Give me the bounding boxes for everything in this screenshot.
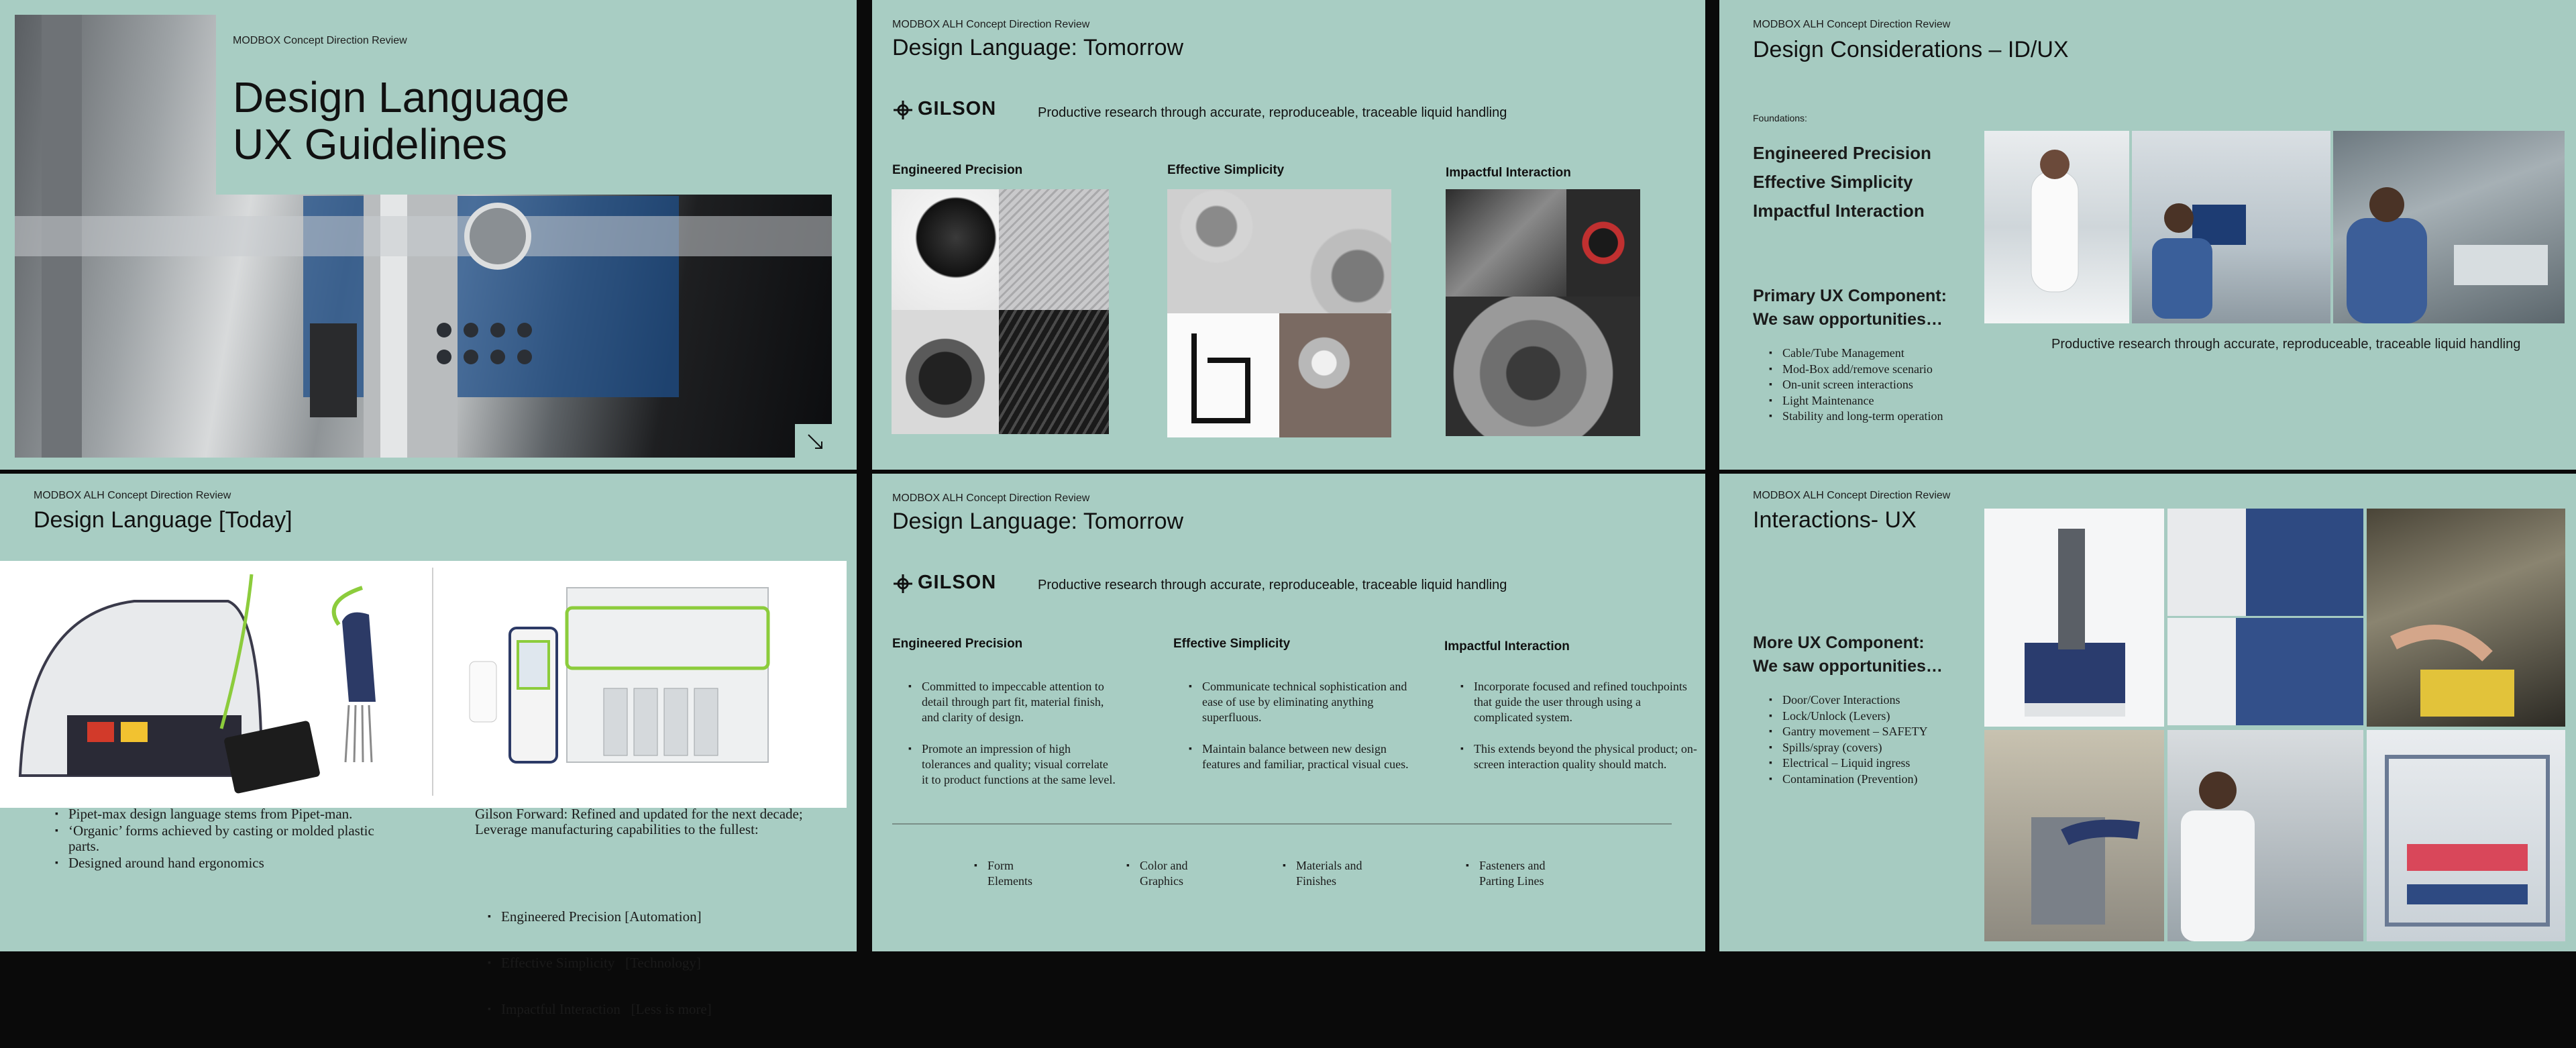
list-item: ▪ This extends beyond the physical product; on-screen interaction quality should match. (1474, 741, 1699, 772)
slide-design-language-tomorrow-text[interactable]: MODBOX ALH Concept Direction Review Design Language: Tomorrow GILSON Productive research through accurate, reproduceable, traceable liquid handling Engineered Precision Effective Simplicity Impactful Interaction ▪ Committed to impeccable attention to detail through part fit, material finish, and clarity of design. ▪ Promote an impression of high tolerances and quality; visual correlate it to product functions at the same level. ▪ Communicate technical sophistication and ease of use by eliminating anything superfluous. ▪ Maintain balance between new design features and familiar, practical visual cues. ▪ Incorporate focused and refined touchpoints that guide the user through using a complicated system. ▪ This extends beyond the physical product; on-screen interaction quality should match. ▪ Form Elements ▪ Color and Graphics ▪ Materials and Finishes ▪ Fasteners and Parting Lines (872, 474, 1705, 951)
list-item: ▪ Stability and long-term operation (1782, 409, 1943, 425)
tagline: Productive research through accurate, reproduceable, traceable liquid handling (1038, 105, 1507, 120)
moodboard-image (892, 189, 999, 310)
list-item: ▪ Spills/spray (covers) (1782, 740, 1927, 756)
moodboard-image (1167, 313, 1279, 437)
pillar-simplicity: Effective Simplicity (1753, 172, 1913, 192)
column-heading-simplicity: Effective Simplicity (1173, 637, 1291, 651)
interaction-moodboard (1446, 189, 1640, 436)
tagline: Productive research through accurate, reproduceable, traceable liquid handling (1038, 578, 1507, 592)
slide-header: MODBOX ALH Concept Direction Review (34, 490, 231, 501)
moodboard-image (999, 189, 1109, 310)
slide-interactions-ux[interactable] (1719, 474, 2576, 951)
gilson-mark-icon (892, 573, 914, 594)
lab-photo (1984, 730, 2164, 941)
list-item: ▪ Electrical – Liquid ingress (1782, 755, 1927, 772)
slide-header: MODBOX ALH Concept Direction Review (892, 19, 1090, 30)
slide-design-language-ux-guidelines[interactable] (0, 0, 857, 470)
gilson-forward-bullets (486, 878, 712, 1048)
column-heading-interaction: Impactful Interaction (1444, 639, 1570, 653)
slide-design-considerations[interactable] (1719, 0, 2576, 470)
list-item: ▪ Effective Simplicity [Technology] (501, 955, 712, 971)
moodboard-image (1446, 189, 1566, 297)
lab-photo (2367, 509, 2565, 727)
slide-header: MODBOX Concept Direction Review (233, 35, 407, 46)
list-item: ▪ Promote an impression of high tolerances and quality; visual correlate it to product functions at the same level. (922, 741, 1116, 788)
slide-header: MODBOX ALH Concept Direction Review (1753, 19, 1951, 30)
list-item: ▪ Committed to impeccable attention to detail through part fit, material finish, and clarity of design. (922, 679, 1116, 725)
list-item: ▪ Impactful Interaction [Less is more] (501, 1002, 712, 1017)
slide-title: Design Language [Today] (34, 507, 292, 533)
list-item: ▪ Incorporate focused and refined touchpoints that guide the user through using a complicated system. (1474, 679, 1699, 725)
column-heading-simplicity: Effective Simplicity (1167, 163, 1285, 177)
lab-photo (1984, 509, 2164, 727)
slide-title-line1: Design Language (233, 73, 570, 121)
slide-title: Interactions- UX (1753, 507, 1917, 533)
pillar-interaction: Impactful Interaction (1753, 201, 1925, 221)
column-heading-interaction: Impactful Interaction (1446, 166, 1571, 180)
lab-photo (2367, 730, 2565, 941)
footer-item: ▪ Form Elements (973, 858, 1032, 889)
footer-item: ▪ Fasteners and Parting Lines (1464, 858, 1545, 889)
footer-item: ▪ Materials and Finishes (1281, 858, 1362, 889)
list-item: ▪ Door/Cover Interactions (1782, 692, 1927, 709)
list-item: ▪ Light Maintenance (1782, 393, 1943, 409)
gilson-forward-text: Gilson Forward: Refined and updated for the next decade; Leverage manufacturing capabilities to the fullest: (475, 806, 803, 837)
more-ux-bullets (1768, 692, 1927, 787)
lab-photo (2167, 730, 2363, 941)
moodboard-image (1566, 189, 1640, 297)
moodboard-image (892, 310, 999, 434)
lab-photo (2167, 509, 2363, 616)
slide-header: MODBOX ALH Concept Direction Review (1753, 490, 1951, 501)
photo-caption: Productive research through accurate, reproduceable, traceable liquid handling (2051, 337, 2521, 352)
interaction-photo-grid (1984, 509, 2565, 941)
list-item: ▪ Gantry movement – SAFETY (1782, 724, 1927, 740)
lab-photo (2333, 131, 2565, 323)
arrow-down-right-icon[interactable] (795, 424, 832, 458)
list-item: ▪ ‘Organic’ forms achieved by casting or molded plastic parts. (68, 823, 384, 854)
footer-item: ▪ Color and Graphics (1125, 858, 1188, 889)
list-item: ▪ Engineered Precision [Automation] (501, 909, 712, 925)
slide-title: Design Considerations – ID/UX (1753, 37, 2069, 62)
moodboard-image (1279, 313, 1391, 437)
slide-design-language-today[interactable] (0, 474, 857, 1017)
slide-header: MODBOX ALH Concept Direction Review (892, 492, 1090, 504)
slide-title-line2: UX Guidelines (233, 120, 508, 168)
simplicity-bullets (1187, 679, 1410, 772)
slide-title: Design Language: Tomorrow (892, 35, 1184, 60)
primary-ux-bullets (1768, 346, 1943, 425)
primary-ux-heading: Primary UX Component: (1753, 286, 1947, 305)
divider (892, 823, 1672, 825)
list-item: ▪ Designed around hand ergonomics (68, 855, 384, 871)
list-item: ▪ Lock/Unlock (Levers) (1782, 709, 1927, 725)
product-image-panel (0, 561, 847, 808)
list-item: ▪ Pipet-max design language stems from Pipet-man. (68, 806, 384, 822)
more-ux-heading: More UX Component: (1753, 633, 1925, 652)
list-item: ▪ Cable/Tube Management (1782, 346, 1943, 362)
today-bullets (54, 806, 384, 871)
column-heading-precision: Engineered Precision (892, 637, 1023, 651)
slide-design-language-tomorrow-images[interactable]: MODBOX ALH Concept Direction Review Design Language: Tomorrow GILSON Productive research through accurate, reproduceable, traceable liquid handling Engineered Precision Effective Simplicity Impactful Interaction (872, 0, 1705, 470)
precision-moodboard (892, 189, 1109, 434)
list-item: ▪ Contamination (Prevention) (1782, 772, 1927, 788)
column-heading-precision: Engineered Precision (892, 163, 1023, 177)
moodboard-image (1167, 189, 1391, 313)
interaction-bullets (1459, 679, 1699, 772)
lab-photo-strip (1984, 131, 2565, 323)
list-item: ▪ Communicate technical sophistication and ease of use by eliminating anything superfluous. (1202, 679, 1410, 725)
gilson-mark-icon (892, 99, 914, 121)
lab-photo (2132, 131, 2330, 323)
list-item: ▪ Mod-Box add/remove scenario (1782, 362, 1943, 378)
slide-title: Design Language: Tomorrow (892, 509, 1184, 534)
simplicity-moodboard (1167, 189, 1391, 437)
list-item: ▪ On-unit screen interactions (1782, 377, 1943, 393)
precision-bullets (907, 679, 1116, 788)
foundations-label: Foundations: (1753, 113, 1807, 123)
more-ux-subheading: We saw opportunities… (1753, 657, 1943, 676)
lab-photo (1984, 131, 2129, 323)
primary-ux-subheading: We saw opportunities… (1753, 310, 1943, 329)
lab-photo (2167, 618, 2363, 725)
pillar-precision: Engineered Precision (1753, 143, 1931, 163)
moodboard-image (1446, 297, 1640, 436)
moodboard-image (999, 310, 1109, 434)
list-item: ▪ Maintain balance between new design features and familiar, practical visual cues. (1202, 741, 1410, 772)
